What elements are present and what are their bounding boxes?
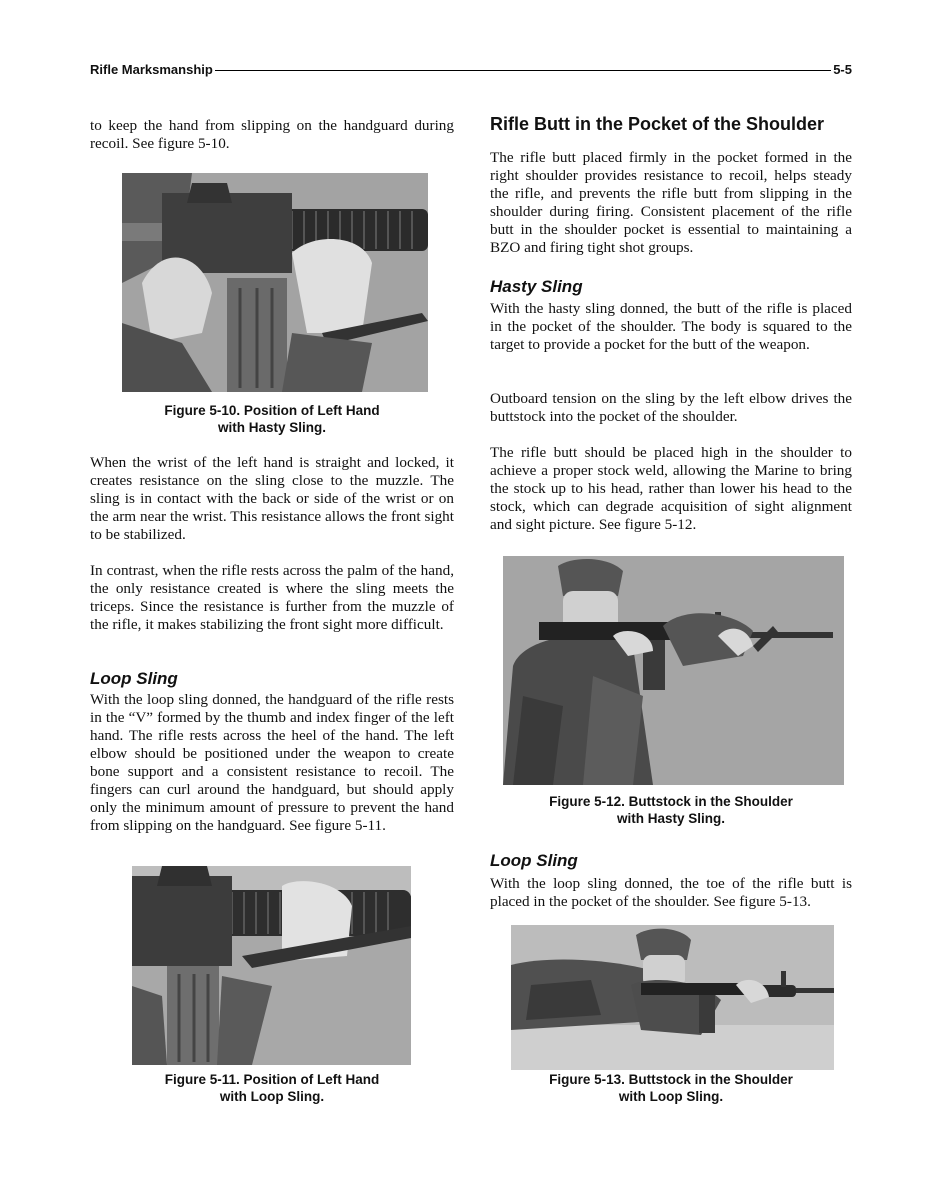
running-header <box>90 60 852 80</box>
caption-line-2: with Loop Sling. <box>219 1089 325 1104</box>
paragraph-high: The rifle butt should be placed high in the shoulder to achieve a proper stock weld, allowing the Marine to bring the stock up to his head, rather than lower his head to the stock, which can degrade acquisition of sight alignment and sight picture. See figure 5-12. <box>490 444 852 533</box>
paragraph-loop-left: With the loop sling donned, the handguard of the rifle rests in the “V” formed by the thumb and index finger of the left hand. The rifle rests across the heel of the hand. The left elbow should be positioned under the weapon to create bone support and a consistent resistance to recoil. The fingers can curl around the handguard, but should apply only the minimum amount of pressure to prevent the hand from slipping on the handguard. See figure 5-11. <box>90 691 454 834</box>
figure-5-11-photo <box>132 866 411 1065</box>
paragraph-rifle-butt: The rifle butt placed firmly in the pocket formed in the right shoulder provides resistance to recoil, helps steady the rifle, and prevents the rifle butt from slipping in the shoulder during firing. Consistent placement of the rifle butt in the shoulder pocket is essential to maintaining a BZO and firing tight shot groups. <box>490 149 852 256</box>
heading-loop-sling-left: Loop Sling <box>90 669 178 688</box>
paragraph-wrist: When the wrist of the left hand is straight and locked, it creates resistance on the sling close to the muzzle. The sling is in contact with the back or side of the wrist or on the arm near the wrist. This resistance allows the front sight to be stabilized. <box>90 454 454 543</box>
chapter-title: Rifle Marksmanship <box>90 62 213 77</box>
caption-line-2: with Hasty Sling. <box>217 420 326 435</box>
hand-loop-sling-image <box>132 866 411 1065</box>
page-number: 5-5 <box>833 62 852 77</box>
paragraph-loop-right: With the loop sling donned, the toe of the rifle butt is placed in the pocket of the shoulder. See figure 5-13. <box>490 875 852 910</box>
figure-5-12-photo <box>503 556 844 785</box>
standing-hasty-sling-image <box>503 556 844 785</box>
caption-line-1: Figure 5-13. Buttstock in the Shoulder <box>549 1072 793 1087</box>
caption-line-2: with Loop Sling. <box>618 1089 724 1104</box>
figure-5-13-caption <box>490 1071 852 1105</box>
figure-5-10-photo <box>122 173 428 392</box>
heading-rifle-butt: Rifle Butt in the Pocket of the Shoulder <box>490 114 825 134</box>
hand-on-handguard-image <box>122 173 428 392</box>
paragraph-contrast: In contrast, when the rifle rests across the palm of the hand, the only resistance created is where the sling meets the triceps. Since the resistance is further from the muzzle of the rifle, it makes stabilizing the front sight more difficult. <box>90 562 454 633</box>
paragraph-outboard: Outboard tension on the sling by the left elbow drives the buttstock into the pocket of the shoulder. <box>490 390 852 425</box>
figure-5-10-caption <box>90 402 454 436</box>
heading-hasty-sling: Hasty Sling <box>490 277 583 296</box>
paragraph-intro: to keep the hand from slipping on the handguard during recoil. See figure 5-10. <box>90 117 454 152</box>
paragraph-hasty: With the hasty sling donned, the butt of the rifle is placed in the pocket of the shoulder. The body is squared to the target to provide a pocket for the butt of the weapon. <box>490 300 852 353</box>
figure-5-11-caption <box>90 1071 454 1105</box>
prone-loop-sling-image <box>511 925 834 1070</box>
caption-line-1: Figure 5-11. Position of Left Hand <box>164 1072 380 1087</box>
caption-line-1: Figure 5-12. Buttstock in the Shoulder <box>549 794 793 809</box>
caption-line-2: with Hasty Sling. <box>616 811 725 826</box>
heading-loop-sling-right: Loop Sling <box>490 851 578 870</box>
figure-5-13-photo <box>511 925 834 1070</box>
figure-5-12-caption <box>490 793 852 827</box>
caption-line-1: Figure 5-10. Position of Left Hand <box>164 403 380 418</box>
